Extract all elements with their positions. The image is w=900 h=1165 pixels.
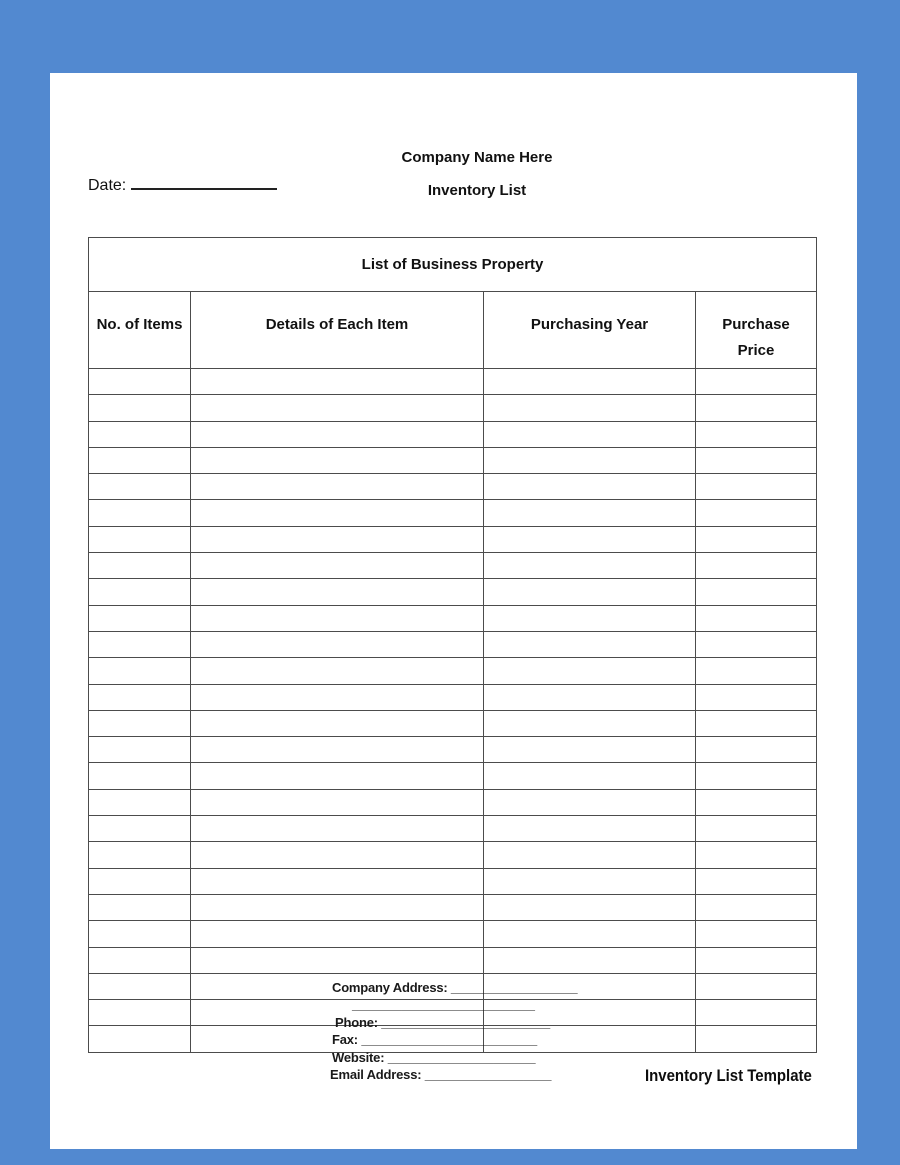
table-row [89, 369, 817, 395]
table-cell-empty [696, 474, 817, 500]
table-cell-empty [191, 737, 484, 763]
table-cell-empty [89, 842, 191, 868]
table-row [89, 921, 817, 947]
table-cell-empty [696, 710, 817, 736]
document-page [50, 73, 857, 1149]
table-title: List of Business Property [89, 238, 817, 292]
table-cell-empty [191, 658, 484, 684]
table-row [89, 553, 817, 579]
table-cell-empty [484, 421, 696, 447]
table-cell-empty [484, 658, 696, 684]
table-cell-empty [191, 553, 484, 579]
inventory-table [88, 237, 817, 1053]
table-row [89, 421, 817, 447]
table-cell-empty [484, 447, 696, 473]
table-row [89, 631, 817, 657]
table-cell-empty [191, 684, 484, 710]
table-cell-empty [484, 526, 696, 552]
col-header-purchase-price: Purchase Price [696, 292, 817, 369]
table-cell-empty [191, 631, 484, 657]
table-row [89, 894, 817, 920]
phone-line: Phone: ________________________ [335, 1014, 550, 1030]
table-cell-empty [696, 1000, 817, 1026]
table-cell-empty [484, 947, 696, 973]
table-cell-empty [191, 369, 484, 395]
table-cell-empty [484, 842, 696, 868]
table-cell-empty [191, 789, 484, 815]
table-cell-empty [484, 710, 696, 736]
table-cell-empty [89, 1000, 191, 1026]
table-row [89, 474, 817, 500]
table-row [89, 868, 817, 894]
document-title: Inventory List [427, 182, 527, 199]
table-cell-empty [191, 763, 484, 789]
table-row [89, 947, 817, 973]
website-line: Website: _____________________ [332, 1049, 536, 1065]
table-row [89, 447, 817, 473]
table-cell-empty [89, 763, 191, 789]
table-cell-empty [484, 789, 696, 815]
table-cell-empty [484, 737, 696, 763]
table-cell-empty [696, 789, 817, 815]
table-cell-empty [696, 947, 817, 973]
table-cell-empty [484, 763, 696, 789]
table-cell-empty [696, 763, 817, 789]
table-cell-empty [696, 684, 817, 710]
table-cell-empty [484, 921, 696, 947]
table-cell-empty [89, 474, 191, 500]
col-header-details: Details of Each Item [191, 292, 484, 369]
table-cell-empty [484, 579, 696, 605]
date-row [88, 174, 277, 195]
table-cell-empty [191, 474, 484, 500]
template-watermark: Inventory List Template [645, 1066, 812, 1085]
table-cell-empty [696, 1026, 817, 1052]
table-cell-empty [89, 710, 191, 736]
table-cell-empty [89, 921, 191, 947]
table-cell-empty [696, 369, 817, 395]
table-cell-empty [191, 842, 484, 868]
table-cell-empty [484, 631, 696, 657]
table-cell-empty [89, 605, 191, 631]
table-cell-empty [89, 395, 191, 421]
table-cell-empty [89, 947, 191, 973]
table-cell-empty [696, 894, 817, 920]
table-row [89, 710, 817, 736]
col-header-no-of-items: No. of Items [89, 292, 191, 369]
col-header-purchasing-year: Purchasing Year [484, 292, 696, 369]
table-cell-empty [696, 579, 817, 605]
table-cell-empty [89, 369, 191, 395]
table-cell-empty [191, 816, 484, 842]
date-fill-line [131, 174, 277, 190]
table-cell-empty [696, 447, 817, 473]
table-cell-empty [191, 579, 484, 605]
table-cell-empty [696, 631, 817, 657]
table-cell-empty [89, 631, 191, 657]
table-cell-empty [484, 868, 696, 894]
table-header-row [89, 292, 817, 369]
company-name: Company Name Here [401, 149, 553, 166]
table-cell-empty [484, 500, 696, 526]
table-cell-empty [696, 526, 817, 552]
table-cell-empty [89, 500, 191, 526]
inventory-table-body [89, 369, 817, 1053]
table-cell-empty [484, 474, 696, 500]
table-row [89, 763, 817, 789]
table-cell-empty [89, 1026, 191, 1052]
table-cell-empty [191, 868, 484, 894]
table-cell-empty [191, 710, 484, 736]
table-row [89, 684, 817, 710]
table-row [89, 737, 817, 763]
table-cell-empty [89, 973, 191, 999]
table-cell-empty [696, 921, 817, 947]
table-cell-empty [191, 921, 484, 947]
table-cell-empty [89, 894, 191, 920]
table-row [89, 526, 817, 552]
table-cell-empty [89, 526, 191, 552]
fax-line: Fax: _________________________ [332, 1032, 538, 1048]
table-cell-empty [484, 816, 696, 842]
table-cell-empty [191, 500, 484, 526]
table-cell-empty [696, 395, 817, 421]
table-cell-empty [89, 789, 191, 815]
table-cell-empty [696, 816, 817, 842]
table-cell-empty [191, 894, 484, 920]
table-row [89, 605, 817, 631]
table-cell-empty [696, 973, 817, 999]
table-cell-empty [484, 553, 696, 579]
company-address-line: Company Address: __________________ [332, 980, 578, 995]
table-cell-empty [89, 737, 191, 763]
table-cell-empty [696, 737, 817, 763]
table-cell-empty [191, 605, 484, 631]
table-cell-empty [484, 395, 696, 421]
table-cell-empty [696, 500, 817, 526]
table-cell-empty [89, 868, 191, 894]
table-cell-empty [191, 421, 484, 447]
table-row [89, 500, 817, 526]
date-label: Date: [88, 177, 127, 194]
table-row [89, 789, 817, 815]
table-cell-empty [89, 579, 191, 605]
table-cell-empty [484, 605, 696, 631]
email-address-line: Email Address: __________________ [330, 1067, 552, 1083]
table-cell-empty [89, 684, 191, 710]
table-cell-empty [696, 605, 817, 631]
table-row [89, 395, 817, 421]
table-cell-empty [484, 894, 696, 920]
table-cell-empty [696, 553, 817, 579]
table-row [89, 816, 817, 842]
table-row [89, 842, 817, 868]
table-cell-empty [696, 842, 817, 868]
table-cell-empty [89, 658, 191, 684]
table-cell-empty [696, 868, 817, 894]
table-cell-empty [191, 947, 484, 973]
table-cell-empty [89, 447, 191, 473]
table-cell-empty [89, 816, 191, 842]
table-cell-empty [191, 526, 484, 552]
table-title-row [89, 238, 817, 292]
table-cell-empty [89, 421, 191, 447]
table-cell-empty [191, 447, 484, 473]
table-row [89, 658, 817, 684]
table-cell-empty [484, 369, 696, 395]
company-contact-block [330, 979, 577, 1083]
table-cell-empty [484, 684, 696, 710]
table-cell-empty [191, 395, 484, 421]
table-cell-empty [696, 421, 817, 447]
table-cell-empty [696, 658, 817, 684]
table-cell-empty [89, 553, 191, 579]
table-row [89, 579, 817, 605]
company-address-continuation-line: __________________________ [352, 997, 535, 1013]
